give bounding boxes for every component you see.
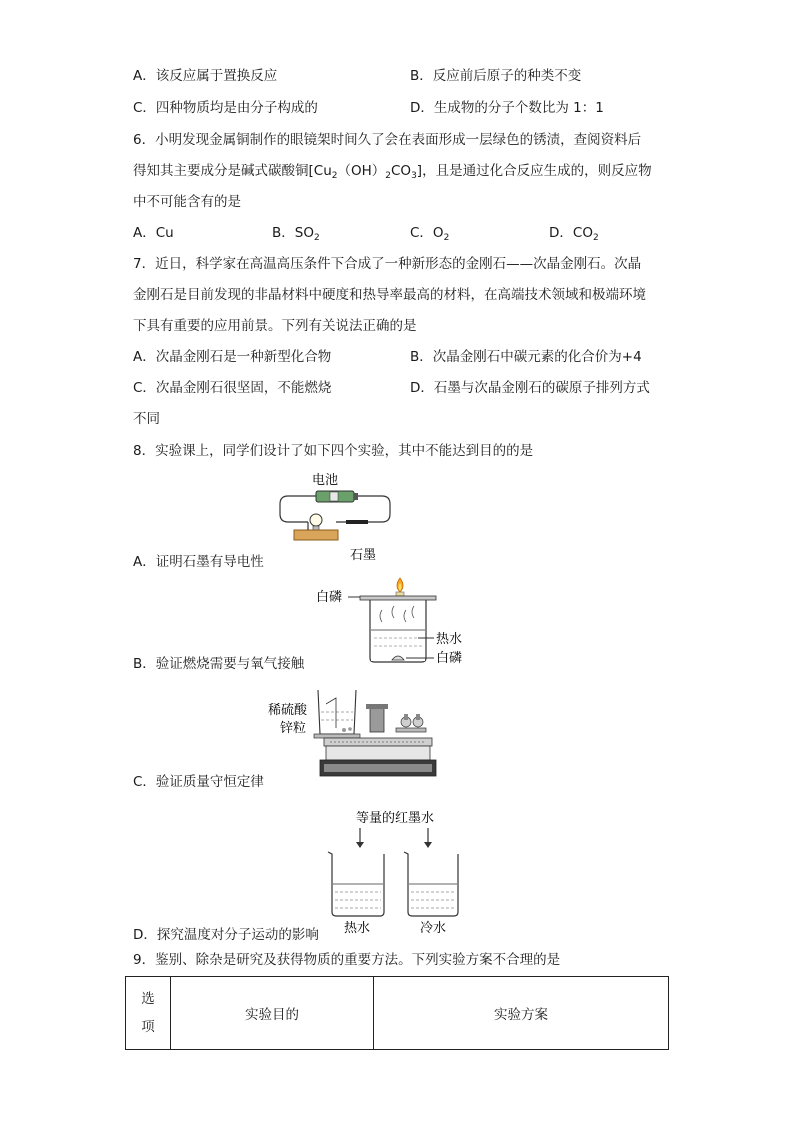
q5-option-c: C．四种物质均是由分子构成的 [133,100,318,116]
q8d-caption: D．探究温度对分子运动的影响 [133,927,319,943]
cold-water-beaker-icon [404,852,458,916]
q9-stem: 9．鉴别、除杂是研究及获得物质的重要方法。下列实验方案不合理的是 [133,952,561,968]
q7-stem-line-3: 下具有重要的应用前景。下列有关说法正确的是 [133,318,417,334]
white-phosphorus-top-label: 白磷 [316,590,343,605]
dilute-sulfuric-acid-label: 稀硫酸 [268,703,308,718]
q6-option-b: B．$SO_2$ [272,225,320,243]
q7-option-d-continuation: 不同 [133,411,160,427]
q8-stem: 8．实验课上，同学们设计了如下四个实验，其中不能达到目的的是 [133,443,534,459]
table-header-purpose: 实验目的 [171,977,374,1050]
q6-stem-line-3: 中不可能含有的是 [133,194,241,210]
battery-label: 电池 [312,473,339,488]
graphite-label: 石墨 [350,548,377,562]
hot-water-label: 热水 [436,632,463,647]
q7-option-c: C．次晶金刚石很坚固，不能燃烧 [133,380,332,396]
hot-water-label: 热水 [344,921,371,936]
graphite-rod-icon [346,520,368,524]
white-phosphorus-bottom-label: 白磷 [436,651,463,666]
q8a-caption: A．证明石墨有导电性 [133,554,264,570]
cold-water-label: 冷水 [420,921,447,936]
wooden-base-icon [294,530,338,540]
q6-option-c: C．$O_2$ [410,225,450,243]
hot-water-beaker-icon [328,852,384,916]
q8b-caption: B．验证燃烧需要与氧气接触 [133,656,305,672]
q7-option-a: A．次晶金刚石是一种新型化合物 [133,349,332,365]
q6-option-a: A．Cu [133,225,174,241]
q5-option-b: B．反应前后原子的种类不变 [410,68,582,84]
q8b-beaker-figure [314,576,474,670]
q8d-beakers-figure [322,808,468,938]
bulb-icon [310,514,322,531]
red-ink-label: 等量的红墨水 [356,811,435,826]
q7-option-d: D．石墨与次晶金刚石的碳原子排列方式 [410,380,650,396]
q8c-caption: C．验证质量守恒定律 [133,774,264,790]
table-header-option: 选 项 [126,977,171,1050]
copper-plate-icon [360,596,436,600]
table-header-plan: 实验方案 [374,977,669,1050]
q5-option-a: A．该反应属于置换反应 [133,68,278,84]
q8c-balance-figure [266,684,450,784]
q9-options-table [125,976,669,1050]
q6-stem-line-1: 6．小明发现金属铜制作的眼镜架时间久了会在表面形成一层绿色的锈渍，查阅资料后 [133,132,642,148]
table-header-row [126,977,669,1050]
q6-stem-line-2: 得知其主要成分是碱式碳酸铜$[Cu_2(OH)_2CO_3]$，且是通过化合反应生成的，则反应物 [133,163,652,181]
q7-stem-line-2: 金刚石是目前发现的非晶材料中硬度和热导率最高的材料，在高端技术领域和极端环境 [133,287,646,303]
flame-icon [397,578,403,592]
q7-option-b: B．次晶金刚石中碳元素的化合价为+4 [410,349,642,365]
zinc-granules-label: 锌粒 [280,721,307,736]
q8a-circuit-figure [278,470,418,562]
q7-stem-line-1: 7．近日，科学家在高温高压条件下合成了一种新形态的金刚石——次晶金刚石。次晶 [133,256,642,272]
q5-option-d: D．生成物的分子个数比为 1：1 [410,100,604,116]
q6-option-d: D．$CO_2$ [549,225,599,243]
